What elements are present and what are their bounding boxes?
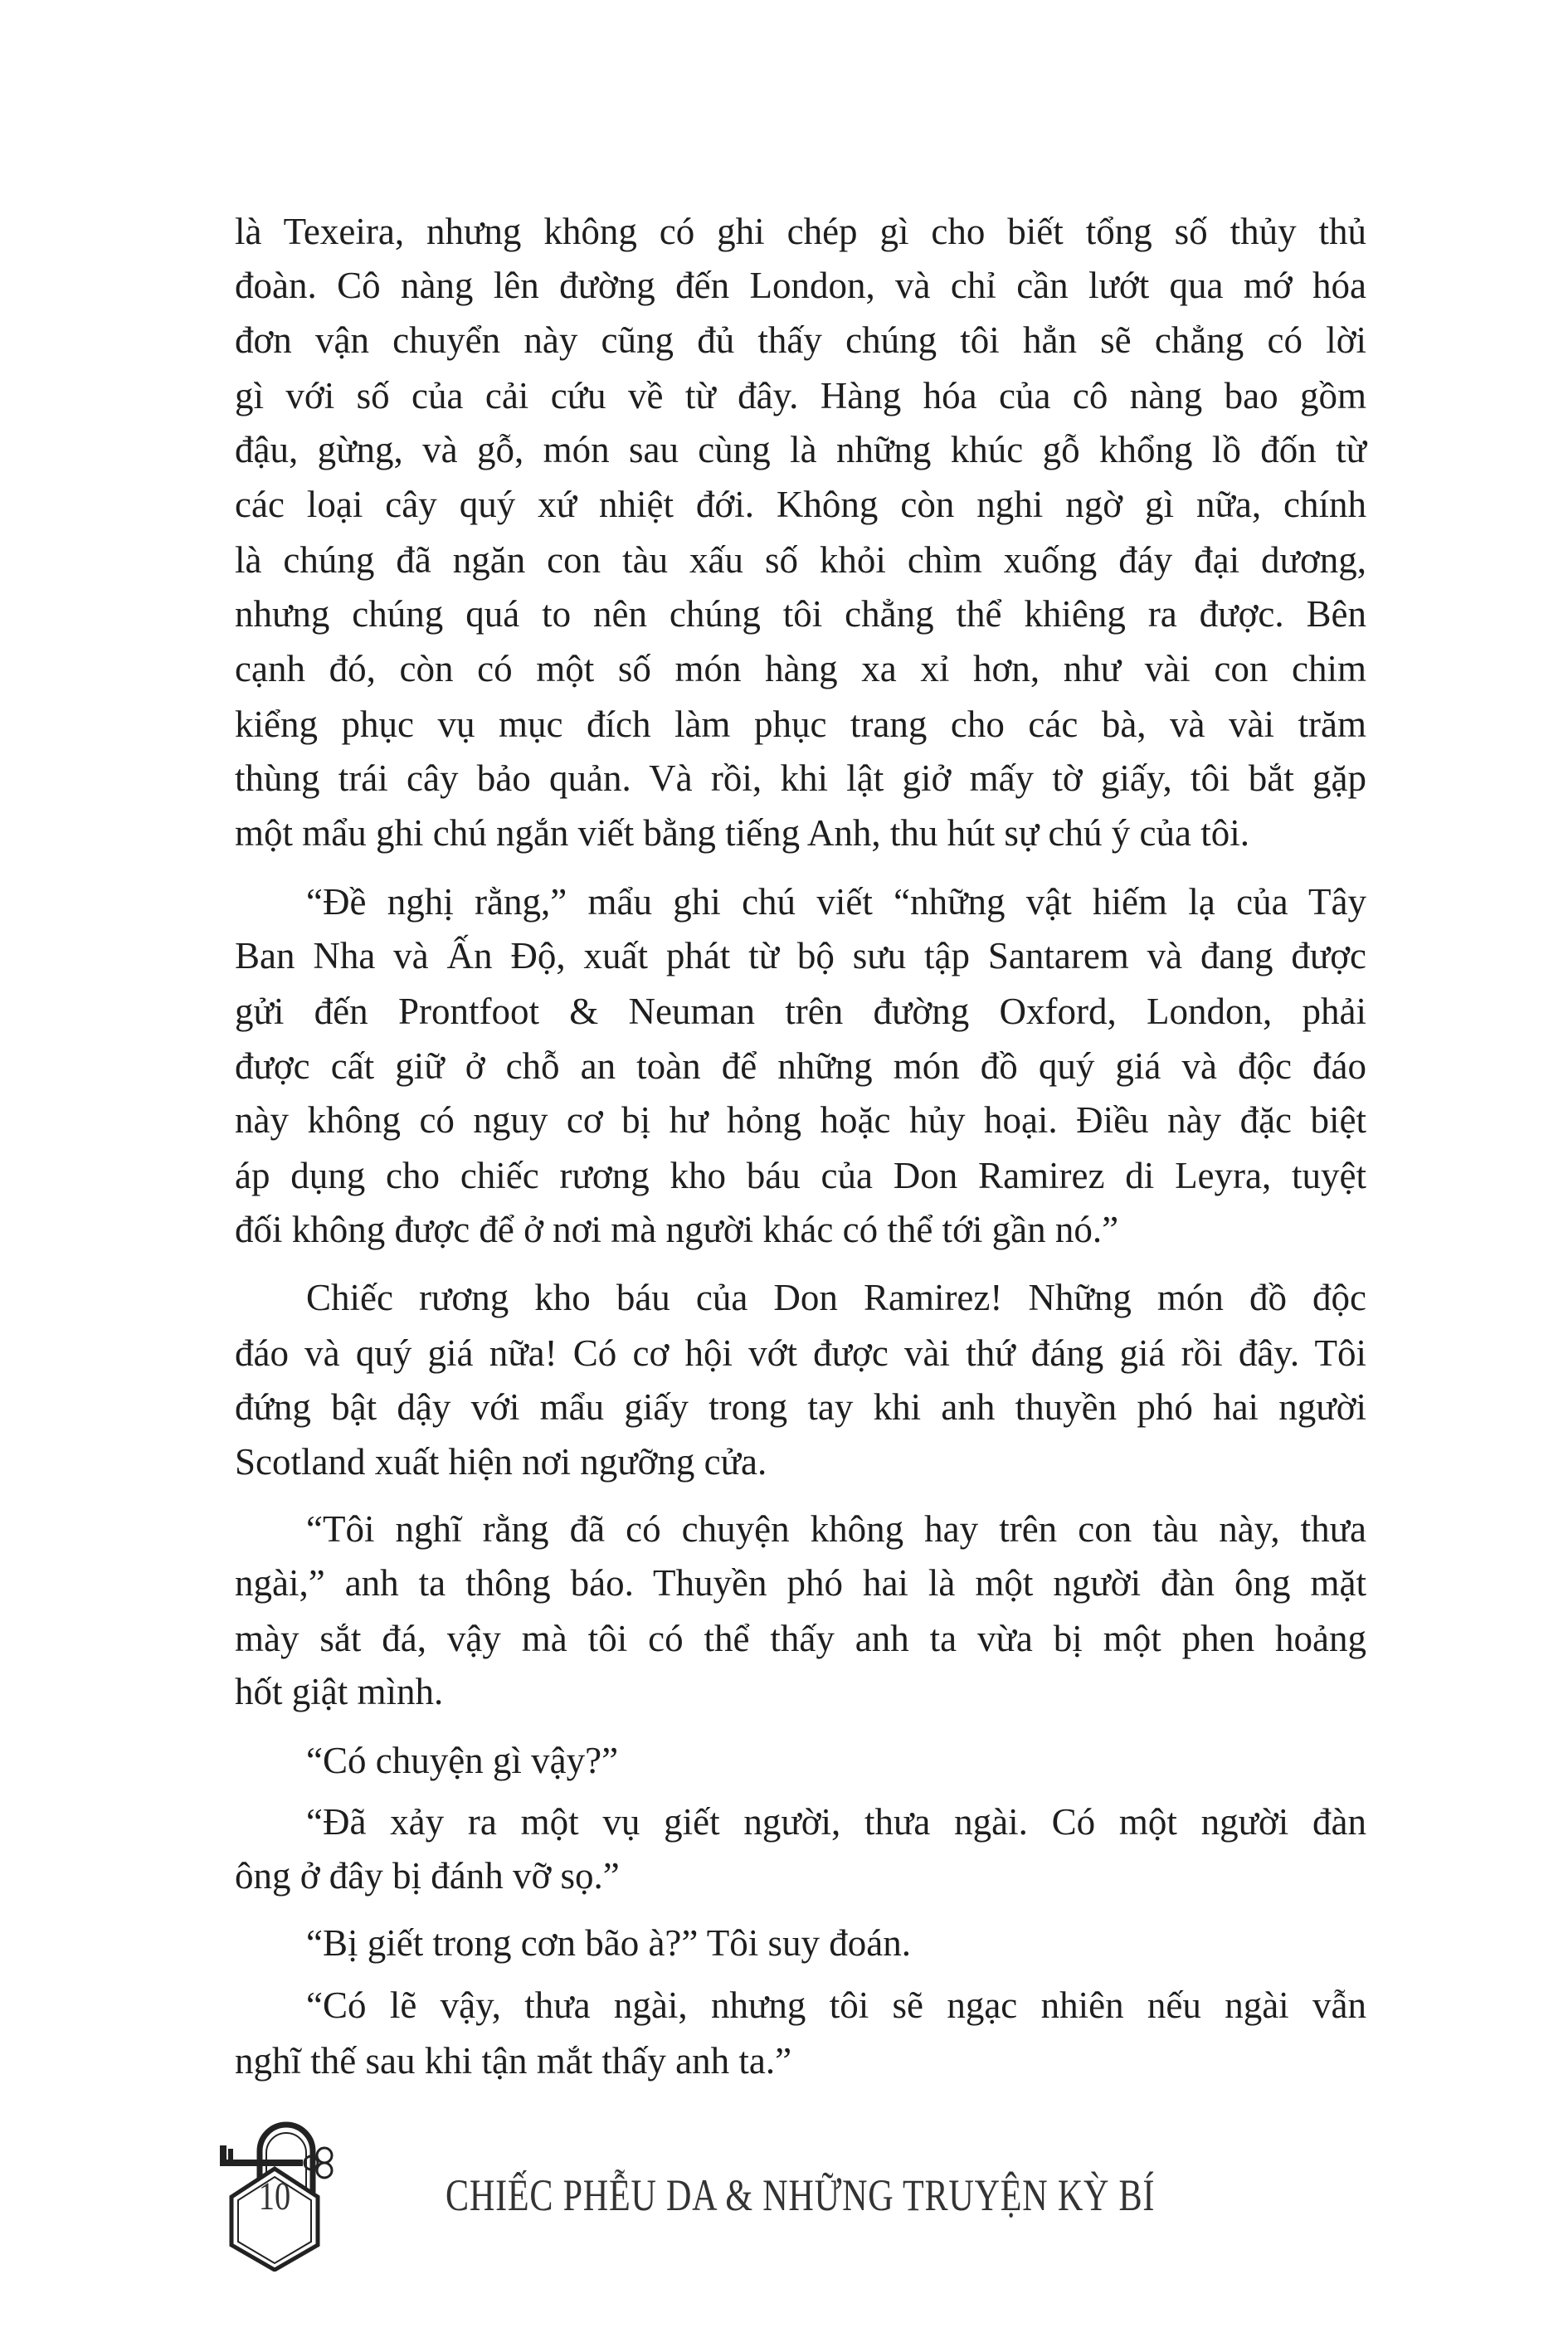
text-line: nghĩ thế sau khi tận mắt thấy anh ta.” (235, 2040, 792, 2082)
text-line: các loại cây quý xứ nhiệt đới. Không còn nghi ngờ gì nữa, chính (235, 484, 1366, 525)
text-line: đáo và quý giá nữa! Có cơ hội vớt được vài thứ đáng giá rồi đây. Tôi (235, 1332, 1366, 1374)
page-number: 10 (258, 2174, 291, 2218)
text-line: gửi đến Prontfoot & Neuman trên đường Oxford, London, phải (235, 991, 1366, 1032)
text-line: Ban Nha và Ấn Độ, xuất phát từ bộ sưu tập Santarem và đang được (235, 935, 1366, 976)
text-line: cạnh đó, còn có một số món hàng xa xỉ hơn, như vài con chim (235, 648, 1366, 689)
text-line: là chúng đã ngăn con tàu xấu số khỏi chìm xuống đáy đại dương, (235, 539, 1366, 581)
text-line: nhưng chúng quá to nên chúng tôi chẳng thể khiêng ra được. Bên (235, 593, 1366, 635)
text-line: ông ở đây bị đánh vỡ sọ.” (235, 1855, 620, 1897)
text-line: “Có lẽ vậy, thưa ngài, nhưng tôi sẽ ngạc nhiên nếu ngài vẫn (306, 1984, 1366, 2026)
text-line: “Bị giết trong cơn bão à?” Tôi suy đoán. (306, 1922, 912, 1964)
text-line: đơn vận chuyển này cũng đủ thấy chúng tôi hẳn sẽ chẳng có lời (235, 319, 1366, 361)
text-line: một mẩu ghi chú ngắn viết bằng tiếng Anh, thu hút sự chú ý của tôi. (235, 812, 1249, 854)
text-line: áp dụng cho chiếc rương kho báu của Don Ramirez di Leyra, tuyệt (235, 1155, 1366, 1196)
text-line: mày sắt đá, vậy mà tôi có thể thấy anh ta vừa bị một phen hoảng (235, 1618, 1366, 1659)
text-line: được cất giữ ở chỗ an toàn để những món đồ quý giá và độc đáo (235, 1045, 1366, 1087)
text-line: gì với số của cải cứu về từ đây. Hàng hóa của cô nàng bao gồm (235, 375, 1366, 416)
text-line: này không có nguy cơ bị hư hỏng hoặc hủy hoại. Điều này đặc biệt (235, 1099, 1366, 1141)
running-footer-title: CHIẾC PHỄU DA & NHỮNG TRUYỆN KỲ BÍ (446, 2170, 1156, 2220)
text-line: “Tôi nghĩ rằng đã có chuyện không hay trên con tàu này, thưa (306, 1508, 1366, 1550)
text-line: Scotland xuất hiện nơi ngưỡng cửa. (235, 1441, 767, 1483)
text-line: là Texeira, nhưng không có ghi chép gì cho biết tổng số thủy thủ (235, 211, 1366, 252)
text-line: đứng bật dậy với mẩu giấy trong tay khi anh thuyền phó hai người (235, 1386, 1366, 1428)
text-line: “Đã xảy ra một vụ giết người, thưa ngài. Có một người đàn (306, 1801, 1366, 1843)
text-line: Chiếc rương kho báu của Don Ramirez! Những món đồ độc (306, 1277, 1366, 1318)
text-line: đoàn. Cô nàng lên đường đến London, và chỉ cần lướt qua mớ hóa (235, 265, 1366, 306)
text-line: “Đề nghị rằng,” mẩu ghi chú viết “những vật hiếm lạ của Tây (306, 881, 1366, 923)
text-line: hốt giật mình. (235, 1671, 444, 1712)
text-line: đậu, gừng, và gỗ, món sau cùng là những khúc gỗ khổng lồ đốn từ (235, 429, 1366, 470)
text-line: kiểng phục vụ mục đích làm phục trang cho các bà, và vài trăm (235, 704, 1366, 745)
text-line: “Có chuyện gì vậy?” (306, 1740, 619, 1781)
text-line: thùng trái cây bảo quản. Và rồi, khi lật giở mấy tờ giấy, tôi bắt gặp (235, 757, 1366, 799)
text-line: ngài,” anh ta thông báo. Thuyền phó hai là một người đàn ông mặt (235, 1562, 1366, 1604)
text-line: đối không được để ở nơi mà người khác có thể tới gần nó.” (235, 1209, 1119, 1250)
